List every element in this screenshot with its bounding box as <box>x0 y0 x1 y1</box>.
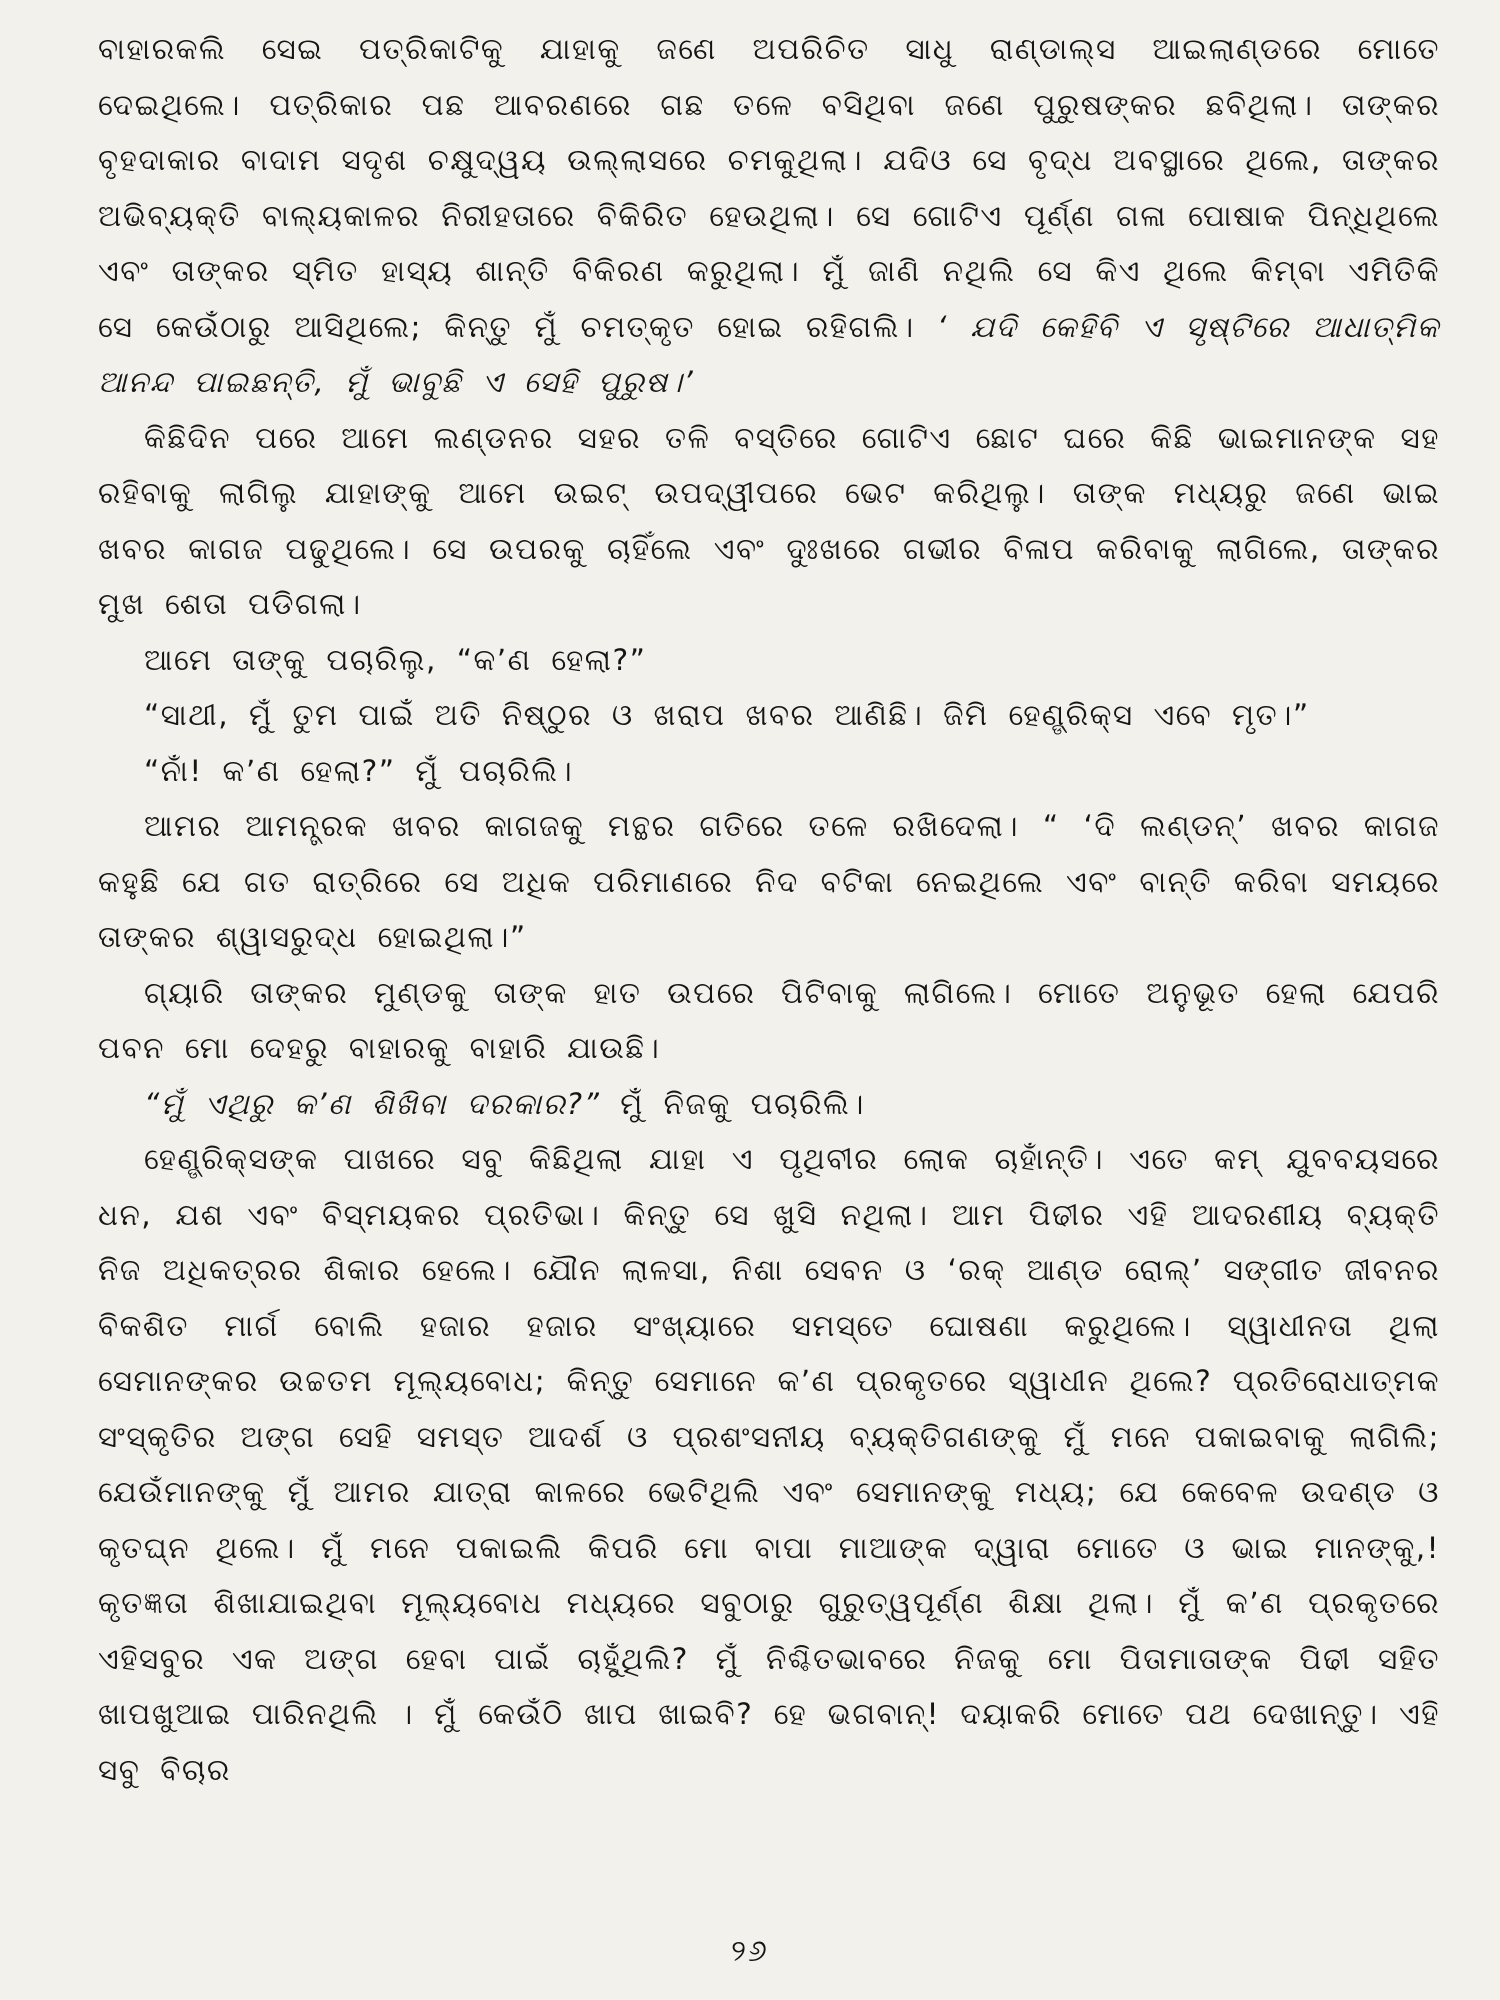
paragraph-8-italic-question: “ମୁଁ ଏଥିରୁ କ’ଣ ଶିଖିବା ଦରକାର?” <box>144 1086 601 1121</box>
paragraph-1 <box>98 22 1440 411</box>
paragraph-9-text: ହେଣ୍ଡ୍ରିକ୍ସଙ୍କ ପାଖରେ ସବୁ କିଛିଥିଲା ଯାହା ଏ ପୃଥିବୀର ଲୋକ ଚାହାଁନ୍ତି। ଏତେ କମ୍ ଯୁବବୟସରେ ଧନ, ଯଶ ଏବଂ ବିସ୍ମୟକର ପ୍ରତିଭା। କିନ୍ତୁ ସେ ଖୁସି ନଥିଲା। ଆମ ପିଢୀର ଏହି ଆଦରଣୀୟ ବ୍ୟକ୍ତି ନିଜ ଅଧିକତ୍ରର ଶିକାର ହେଲେ। ଯୌନ ଲାଳସା, ନିଶା ସେବନ ଓ ‘ରକ୍ ଆଣ୍ଡ ରୋଲ୍’ ସଙ୍ଗୀତ ଜୀବନର ବିକଶିତ ମାର୍ଗ ବୋଲି ହଜାର ହଜାର ସଂଖ୍ୟାରେ ସମସ୍ତେ ଘୋଷଣା କରୁଥିଲେ। ସ୍ୱାଧୀନତା ଥିଲା ସେମାନଙ୍କର ଉଚ୍ଚତମ ମୂଲ୍ୟବୋଧ; କିନ୍ତୁ ସେମାନେ କ’ଣ ପ୍ରକୃତରେ ସ୍ୱାଧୀନ ଥିଲେ? ପ୍ରତିରୋଧାତ୍ମକ ସଂସ୍କୃତିର ଅଙ୍ଗ ସେହି ସମସ୍ତ ଆଦର୍ଶ ଓ ପ୍ରଶଂସନୀୟ ବ୍ୟକ୍ତିଗଣଙ୍କୁ ମୁଁ ମନେ ପକାଇବାକୁ ଲାଗିଲି; ଯେଉଁମାନଙ୍କୁ ମୁଁ ଆମର ଯାତ୍ରା କାଳରେ ଭେଟିଥିଲି ଏବଂ ସେମାନଙ୍କୁ ମଧ୍ୟ; ଯେ କେବେଳ ଉଦଣ୍ଡ ଓ କୃତଘ୍ନ ଥିଲେ। ମୁଁ ମନେ ପକାଇଲି କିପରି ମୋ ବାପା ମାଆଙ୍କ ଦ୍ୱାରା ମୋତେ ଓ ଭାଇ ମାନଙ୍କୁ,! କୃତଜ୍ଞତା ଶିଖାଯାଇଥିବା ମୂଲ୍ୟବୋଧ ମଧ୍ୟରେ ସବୁଠାରୁ ଗୁରୁତ୍ୱପୂର୍ଣ୍ଣ ଶିକ୍ଷା ଥିଲା। ମୁଁ କ’ଣ ପ୍ରକୃତରେ ଏହିସବୁର ଏକ ଅଙ୍ଗ ହେବା ପାଇଁ ଚାହୁଁଥିଲି? ମୁଁ ନିଶ୍ଚିତଭାବରେ ନିଜକୁ ମୋ ପିତାମାତାଙ୍କ ପିଢୀ ସହିତ ଖାପଖୁଆଇ ପାରିନଥିଲି । ମୁଁ କେଉଁଠି ଖାପ ଖାଇବି? ହେ ଭଗବାନ୍! ଦୟାକରି ମୋତେ ପଥ ଦେଖାନ୍ତୁ। ଏହି ସବୁ ବିଚାର <box>98 1142 1440 1787</box>
paragraph-2-text: କିଛିଦିନ ପରେ ଆମେ ଲଣ୍ଡନର ସହର ତଳି ବସ୍ତିରେ ଗୋଟିଏ ଛୋଟ ଘରେ କିଛି ଭାଇମାନଙ୍କ ସହ ରହିବାକୁ ଲାଗିଲୁ ଯାହାଙ୍କୁ ଆମେ ଉଇଟ୍ ଉପଦ୍ୱୀପରେ ଭେଟ କରିଥିଲୁ। ତାଙ୍କ ମଧ୍ୟରୁ ଜଣେ ଭାଇ ଖବର କାଗଜ ପଢୁଥିଲେ। ସେ ଉପରକୁ ଚାହିଁଲେ ଏବଂ ଦୁଃଖରେ ଗଭୀର ବିଳାପ କରିବାକୁ ଲାଗିଲେ, ତାଙ୍କର ମୁଖ ଶେତା ପଡିଗଲା। <box>98 420 1440 621</box>
paragraph-1-text: ବାହାରକଲି ସେଇ ପତ୍ରିକାଟିକୁ ଯାହାକୁ ଜଣେ ଅପରିଚିତ ସାଧୁ ରାଣ୍ଡାଲ୍ସ ଆଇଲାଣ୍ଡରେ ମୋତେ ଦେଇଥିଲେ। ପତ୍ରିକାର ପଛ ଆବରଣରେ ଗଛ ତଳେ ବସିଥିବା ଜଣେ ପୁରୁଷଙ୍କର ଛବିଥିଲା। ତାଙ୍କର ବୃହଦାକାର ବାଦାମ ସଦୃଶ ଚକ୍ଷୁଦ୍ୱୟ ଉଲ୍ଲାସରେ ଚମକୁଥିଲା। ଯଦିଓ ସେ ବୃଦ୍ଧ ଅବସ୍ଥାରେ ଥିଲେ, ତାଙ୍କର ଅଭିବ୍ୟକ୍ତି ବାଲ୍ୟକାଳର ନିରୀହତାରେ ବିକିରିତ ହେଉଥିଲା। ସେ ଗୋଟିଏ ପୂର୍ଣ୍ଣ ଗଳା ପୋଷାକ ପିନ୍ଧିଥିଲେ ଏବଂ ତାଙ୍କର ସ୍ମିତ ହାସ୍ୟ ଶାନ୍ତି ବିକିରଣ କରୁଥିଲା। ମୁଁ ଜାଣି ନଥିଲି ସେ କିଏ ଥିଲେ କିମ୍ବା ଏମିତିକି ସେ କେଉଁଠାରୁ ଆସିଥିଲେ; କିନ୍ତୁ ମୁଁ ଚମତ୍କୃତ ହୋଇ ରହିଗଲି। <box>98 32 1440 344</box>
paragraph-1-italic-quote: ‘ ଯଦି କେହିବି ଏ ସୃଷ୍ଟିରେ ଆଧାତ୍ମିକ ଆନନ୍ଦ ପାଇଛନ୍ତି, ମୁଁ ଭାବୁଛି ଏ ସେହି ପୁରୁଷ।’ <box>98 309 1440 399</box>
paragraph-6-text: ଆମର ଆମନ୍ତ୍ରକ ଖବର କାଗଜକୁ ମନ୍ଥର ଗତିରେ ତଳେ ରଖିଦେଲା। “ ‘ଦି ଲଣ୍ଡନ୍’ ଖବର କାଗଜ କହୁଛି ଯେ ଗତ ରାତ୍ରିରେ ସେ ଅଧିକ ପରିମାଣରେ ନିଦ ବଟିକା ନେଇଥିଲେ ଏବଂ ବାନ୍ତି କରିବା ସମୟରେ ତାଙ୍କର ଶ୍ୱାସରୁଦ୍ଧ ହୋଇଥିଲା।” <box>98 809 1440 954</box>
paragraph-4-text: “ସାଥୀ, ମୁଁ ତୁମ ପାଇଁ ଅତି ନିଷ୍ଠୁର ଓ ଖରାପ ଖବର ଆଣିଛି। ଜିମି ହେଣ୍ଡ୍ରିକ୍ସ ଏବେ ମୃତ।” <box>144 698 1310 732</box>
paragraph-6 <box>98 799 1440 966</box>
paragraph-3-text: ଆମେ ତାଙ୍କୁ ପଚାରିଲୁ, “କ’ଣ ହେଲା?” <box>144 642 647 677</box>
paragraph-7 <box>98 966 1440 1077</box>
paragraph-4 <box>98 688 1440 744</box>
paragraph-8-text: ମୁଁ ନିଜକୁ ପଚାରିଲି। <box>600 1086 865 1121</box>
paragraph-5-text: “ନାଁ! କ’ଣ ହେଲା?” ମୁଁ ପଚାରିଲି। <box>144 753 574 788</box>
paragraph-2 <box>98 411 1440 633</box>
paragraph-9 <box>98 1132 1440 1798</box>
paragraph-8 <box>98 1077 1440 1133</box>
paragraph-7-text: ଗ୍ୟାରି ତାଙ୍କର ମୁଣ୍ଡକୁ ତାଙ୍କ ହାତ ଉପରେ ପିଟିବାକୁ ଲାଗିଲେ। ମୋତେ ଅନୁଭୂତ ହେଲା ଯେପରି ପବନ ମୋ ଦେହରୁ ବାହାରକୁ ବାହାରି ଯାଉଛି। <box>98 975 1440 1065</box>
body-text <box>98 22 1440 1798</box>
page-number: ୨୬ <box>731 1934 769 1969</box>
paragraph-3 <box>98 633 1440 689</box>
paragraph-5 <box>98 744 1440 800</box>
